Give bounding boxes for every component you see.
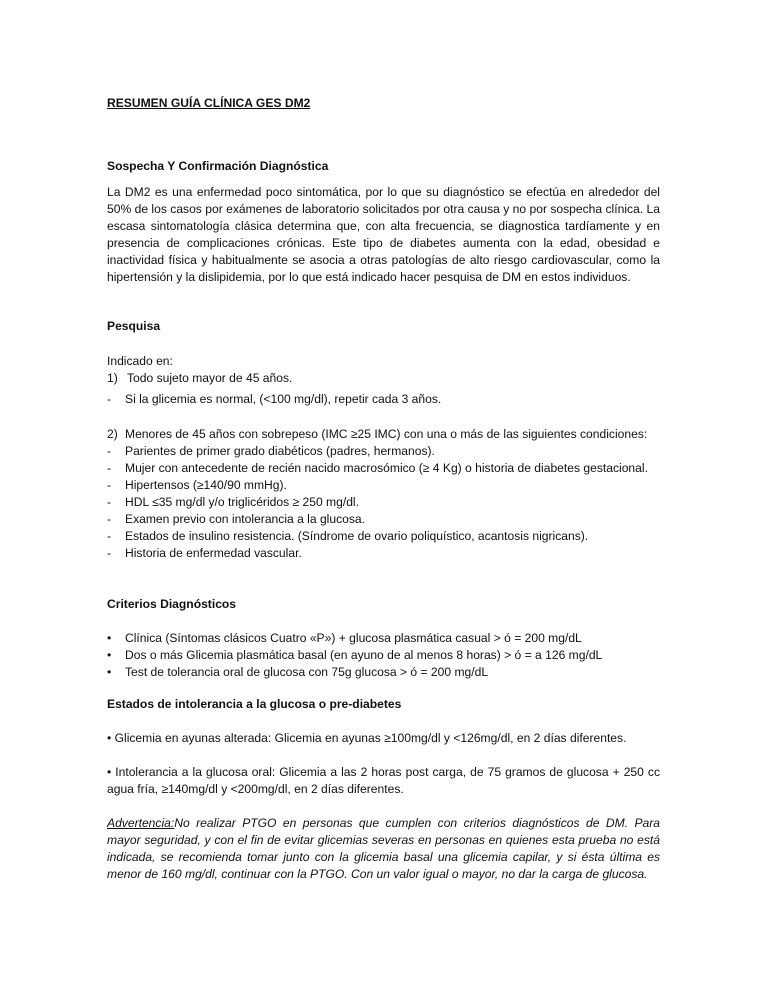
pesquisa-item-2: 2) Menores de 45 años con sobrepeso (IMC ≥25 IMC) con una o más de las siguientes condiciones: <box>107 427 648 441</box>
paragraph-advertencia: Advertencia:No realizar PTGO en personas que cumplen con criterios diagnósticos de DM. Para mayor seguridad, y con el fin de evitar glicemias severas en personas en quienes esta prueba no está indicada, se recomienda tomar junto con la glicemia basal una glicemia capilar, y si ésta última es menor de 160 mg/dl, continuar con la PTGO. Con un valor igual o mayor, no dar la carga de glucosa. <box>107 816 660 881</box>
list-item: • Clínica (Síntomas clásicos Cuatro «P») + glucosa plasmática casual > ó = 200 mg/dL <box>107 631 582 645</box>
list-item: - Historia de enfermedad vascular. <box>107 546 302 560</box>
paragraph-glicemia-ayunas: • Glicemia en ayunas alterada: Glicemia en ayunas ≥100mg/dl y <126mg/dl, en 2 días diferentes. <box>107 731 627 745</box>
list-item: - HDL ≤35 mg/dl y/o triglicéridos ≥ 250 mg/dl. <box>107 495 359 509</box>
section-heading-sospecha: Sospecha Y Confirmación Diagnóstica <box>107 159 329 173</box>
section-heading-pesquisa: Pesquisa <box>107 319 161 333</box>
list-item: - Mujer con antecedente de recién nacido macrosómico (≥ 4 Kg) o historia de diabetes gestacional. <box>107 461 648 475</box>
list-item: - Estados de insulino resistencia. (Síndrome de ovario poliquístico, acantosis nigricans). <box>107 529 589 543</box>
pesquisa-item-1-sub: - Si la glicemia es normal, (<100 mg/dl), repetir cada 3 años. <box>107 392 442 406</box>
list-item: - Hipertensos (≥140/90 mmHg). <box>107 478 287 492</box>
section-heading-criterios: Criterios Diagnósticos <box>107 597 237 611</box>
list-item: - Parientes de primer grado diabéticos (padres, hermanos). <box>107 444 435 458</box>
paragraph-sospecha: La DM2 es una enfermedad poco sintomática, por lo que su diagnóstico se efectúa en alrededor del 50% de los casos por exámenes de laboratorio solicitados por otra causa y no por sospecha clínica. La escasa sintomatología clásica determina que, con alta frecuencia, se diagnostica tardíamente y en presencia de complicaciones crónicas. Este tipo de diabetes aumenta con la edad, obesidad e inactividad física y habitualmente se asocia a otras patologías de alto riesgo cardiovascular, como la hipertensión y la dislipidemia, por lo que está indicado hacer pesquisa de DM en estos individuos. <box>107 185 660 284</box>
list-item: - Examen previo con intolerancia a la glucosa. <box>107 512 365 526</box>
pesquisa-intro: Indicado en: <box>107 354 173 368</box>
criterios-list <box>107 630 660 681</box>
paragraph-intolerancia-oral: • Intolerancia a la glucosa oral: Glicemia a las 2 horas post carga, de 75 gramos de glucosa + 250 cc agua fría, ≥140mg/dl y <200mg/dl, en 2 días diferentes. <box>107 765 660 796</box>
section-heading-intolerancia: Estados de intolerancia a la glucosa o pre-diabetes <box>107 697 402 711</box>
list-item: • Dos o más Glicemia plasmática basal (en ayuno de al menos 8 horas) > ó = a 126 mg/dL <box>107 648 603 662</box>
pesquisa-item-1: 1) Todo sujeto mayor de 45 años. <box>107 371 293 385</box>
conditions-list <box>107 443 660 562</box>
list-item: • Test de tolerancia oral de glucosa con 75g glucosa > ó = 200 mg/dL <box>107 665 489 679</box>
advertencia-label: Advertencia: <box>107 816 175 830</box>
document-title: RESUMEN GUÍA CLÍNICA GES DM2 <box>107 96 311 110</box>
